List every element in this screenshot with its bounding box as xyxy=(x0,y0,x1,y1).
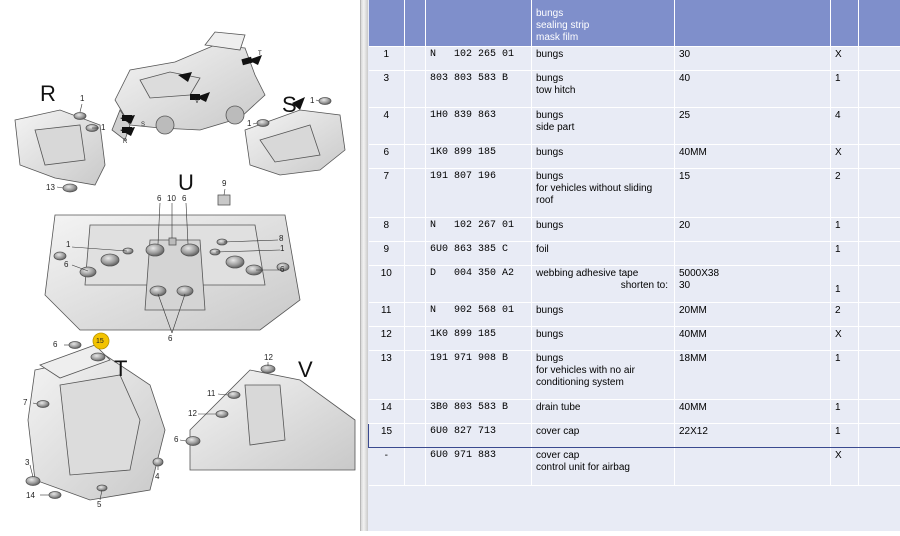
spec-line: 5000X38 xyxy=(679,268,826,280)
section-label-s: S xyxy=(282,92,297,117)
description-line: bungs xyxy=(536,305,670,317)
specification-cell xyxy=(675,218,831,242)
spacer-cell xyxy=(405,47,426,71)
position-cell: 8 xyxy=(369,218,405,242)
callout-11[interactable]: 11 xyxy=(207,389,216,398)
callout-4[interactable]: 4 xyxy=(155,472,160,481)
description-line: for vehicles without sliding xyxy=(536,183,670,195)
position-cell: 9 xyxy=(369,242,405,266)
header-desc-line: bungs xyxy=(536,8,670,20)
table-row[interactable] xyxy=(369,242,900,266)
part-number-cell: N 902 568 01 xyxy=(426,303,532,327)
description-cell xyxy=(532,327,675,351)
description-line: cover cap xyxy=(536,426,670,438)
quantity-cell: X xyxy=(831,47,859,71)
part-number-cell: 1K0 899 185 xyxy=(426,327,532,351)
description-cell xyxy=(532,108,675,145)
description-line: cover cap xyxy=(536,450,670,462)
description-line: bungs xyxy=(536,49,670,61)
spacer-cell xyxy=(405,169,426,218)
callout-15-highlighted[interactable]: 15 xyxy=(96,338,104,345)
callout-12[interactable]: 12 xyxy=(264,353,273,362)
description-line: bungs xyxy=(536,329,670,341)
arrow-letter-t: T xyxy=(258,51,262,57)
part-number-cell: 6U0 863 385 C xyxy=(426,242,532,266)
table-row[interactable] xyxy=(369,145,900,169)
table-row[interactable] xyxy=(369,424,900,448)
diagram-svg xyxy=(0,0,360,531)
spec-line: 25 xyxy=(679,110,826,122)
description-cell xyxy=(532,145,675,169)
callout-10[interactable]: 10 xyxy=(167,194,176,203)
specification-cell xyxy=(675,71,831,108)
position-cell: 7 xyxy=(369,169,405,218)
header-desc-line: sealing strip xyxy=(536,20,670,32)
section-u-illustration xyxy=(45,195,300,330)
part-number-cell: 1K0 899 185 xyxy=(426,145,532,169)
spec-line: 20 xyxy=(679,220,826,232)
table-row[interactable] xyxy=(369,327,900,351)
specification-cell xyxy=(675,327,831,351)
spec-line: 30 xyxy=(679,49,826,61)
spacer-cell xyxy=(405,327,426,351)
callout-5[interactable]: 5 xyxy=(97,500,102,509)
specification-cell xyxy=(675,351,831,400)
part-number-cell: 191 807 196 xyxy=(426,169,532,218)
description-line: bungs xyxy=(536,220,670,232)
callout-13[interactable]: 13 xyxy=(46,183,55,192)
specification-cell xyxy=(675,303,831,327)
quantity-cell: 1 xyxy=(831,400,859,424)
extra-cell xyxy=(859,71,900,108)
spec-line: 18MM xyxy=(679,353,826,365)
quantity-cell: 1 xyxy=(831,424,859,448)
quantity-cell: 2 xyxy=(831,169,859,218)
specification-cell xyxy=(675,169,831,218)
description-cell xyxy=(532,218,675,242)
spec-line: 30 xyxy=(679,280,826,292)
part-number-cell: 3B0 803 583 B xyxy=(426,400,532,424)
spec-line: 40 xyxy=(679,73,826,85)
specification-cell xyxy=(675,448,831,486)
spec-line: 15 xyxy=(679,171,826,183)
table-row[interactable] xyxy=(369,448,900,486)
description-line: side part xyxy=(536,122,670,134)
header-desc-line: mask film xyxy=(536,32,670,44)
spacer-cell xyxy=(405,351,426,400)
shorten-label: shorten to: xyxy=(536,280,670,292)
spec-line: 22X12 xyxy=(679,426,826,438)
description-cell xyxy=(532,242,675,266)
callout-12b[interactable]: 12 xyxy=(188,409,197,418)
description-line: bungs xyxy=(536,147,670,159)
description-cell xyxy=(532,424,675,448)
extra-cell xyxy=(859,108,900,145)
table-row[interactable] xyxy=(369,400,900,424)
quantity-cell: 4 xyxy=(831,108,859,145)
specification-cell xyxy=(675,108,831,145)
part-number-cell: N 102 265 01 xyxy=(426,47,532,71)
specification-cell xyxy=(675,242,831,266)
arrow-letter-s: S xyxy=(141,122,145,128)
callout-6e[interactable]: 6 xyxy=(168,334,173,343)
quantity-cell: X xyxy=(831,327,859,351)
callout-6f[interactable]: 6 xyxy=(53,340,58,349)
section-t-illustration xyxy=(26,333,165,500)
callout-6b[interactable]: 6 xyxy=(182,194,187,203)
description-line: bungs xyxy=(536,353,670,365)
description-line: bungs xyxy=(536,73,670,85)
extra-cell xyxy=(859,351,900,400)
section-label-u: U xyxy=(178,170,194,195)
part-number-cell: N 102 267 01 xyxy=(426,218,532,242)
position-cell: 13 xyxy=(369,351,405,400)
position-cell: 10 xyxy=(369,266,405,303)
table-row[interactable] xyxy=(369,303,900,327)
description-cell xyxy=(532,47,675,71)
callout-7[interactable]: 7 xyxy=(23,398,28,407)
table-row[interactable] xyxy=(369,218,900,242)
description-cell xyxy=(532,71,675,108)
parts-diagram[interactable] xyxy=(0,0,360,531)
extra-cell xyxy=(859,400,900,424)
part-number-cell: 6U0 971 883 xyxy=(426,448,532,486)
spacer-cell xyxy=(405,400,426,424)
spec-line: 40MM xyxy=(679,402,826,414)
extra-cell xyxy=(859,47,900,71)
callout-1[interactable]: 1 xyxy=(80,94,85,103)
extra-cell xyxy=(859,448,900,486)
spec-line: 40MM xyxy=(679,147,826,159)
callout-6[interactable]: 6 xyxy=(157,194,162,203)
description-cell xyxy=(532,303,675,327)
callout-1c[interactable]: 1 xyxy=(310,96,315,105)
position-cell: 4 xyxy=(369,108,405,145)
callout-1f[interactable]: 1 xyxy=(280,244,285,253)
description-line: bungs xyxy=(536,171,670,183)
callout-6d[interactable]: 6 xyxy=(280,265,285,274)
spec-line: 20MM xyxy=(679,305,826,317)
spacer-cell xyxy=(405,218,426,242)
callout-6c[interactable]: 6 xyxy=(64,260,69,269)
description-line: tow hitch xyxy=(536,85,670,97)
table-header-row xyxy=(369,0,900,47)
extra-cell xyxy=(859,169,900,218)
callout-6h[interactable]: 6 xyxy=(174,435,179,444)
table-row[interactable] xyxy=(369,47,900,71)
part-number-cell: D 004 350 A2 xyxy=(426,266,532,303)
table-row[interactable] xyxy=(369,71,900,108)
quantity-cell: 1 xyxy=(831,266,859,303)
spacer-cell xyxy=(405,145,426,169)
description-line: roof xyxy=(536,195,670,207)
spacer-cell xyxy=(405,448,426,486)
quantity-cell: 1 xyxy=(831,242,859,266)
position-cell: - xyxy=(369,448,405,486)
extra-cell xyxy=(859,218,900,242)
description-line: control unit for airbag xyxy=(536,462,670,474)
part-number-cell: 6U0 827 713 xyxy=(426,424,532,448)
section-r-illustration xyxy=(15,110,105,192)
table-row[interactable] xyxy=(369,169,900,218)
parts-table-panel xyxy=(368,0,900,531)
spacer-cell xyxy=(405,303,426,327)
extra-cell xyxy=(859,424,900,448)
spacer-cell xyxy=(405,266,426,303)
description-line: foil xyxy=(536,244,670,256)
description-line: for vehicles with no air xyxy=(536,365,670,377)
parts-table xyxy=(368,0,900,486)
specification-cell xyxy=(675,400,831,424)
callout-3[interactable]: 3 xyxy=(25,458,30,467)
spec-line: 40MM xyxy=(679,329,826,341)
extra-cell xyxy=(859,266,900,303)
description-line: drain tube xyxy=(536,402,670,414)
quantity-cell: 1 xyxy=(831,71,859,108)
pane-splitter[interactable] xyxy=(360,0,368,531)
spacer-cell xyxy=(405,71,426,108)
position-cell: 6 xyxy=(369,145,405,169)
extra-cell xyxy=(859,303,900,327)
description-cell xyxy=(532,400,675,424)
callout-1b[interactable]: 1 xyxy=(101,123,106,132)
part-number-cell: 803 803 583 B xyxy=(426,71,532,108)
table-row[interactable] xyxy=(369,108,900,145)
arrow-letter-v: V xyxy=(195,99,199,105)
section-label-t: T xyxy=(114,356,127,381)
quantity-cell: X xyxy=(831,145,859,169)
description-line: bungs xyxy=(536,110,670,122)
section-label-r: R xyxy=(40,81,56,106)
callout-8[interactable]: 8 xyxy=(279,234,284,243)
specification-cell xyxy=(675,47,831,71)
car-overview-illustration xyxy=(112,32,265,140)
description-cell xyxy=(532,266,675,303)
specification-cell xyxy=(675,145,831,169)
spacer-cell xyxy=(405,424,426,448)
position-cell: 12 xyxy=(369,327,405,351)
header-description xyxy=(532,0,675,47)
spacer-cell xyxy=(405,108,426,145)
arrow-letter-r: R xyxy=(123,139,128,145)
description-cell xyxy=(532,448,675,486)
section-v-illustration xyxy=(186,365,355,470)
position-cell: 15 xyxy=(369,424,405,448)
description-line: webbing adhesive tape xyxy=(536,268,670,280)
specification-cell xyxy=(675,266,831,303)
extra-cell xyxy=(859,327,900,351)
position-cell: 3 xyxy=(369,71,405,108)
callout-9[interactable]: 9 xyxy=(222,179,227,188)
callout-1e[interactable]: 1 xyxy=(66,240,71,249)
quantity-cell: 1 xyxy=(831,351,859,400)
description-line: conditioning system xyxy=(536,377,670,389)
callout-1d[interactable]: 1 xyxy=(247,119,252,128)
table-row[interactable] xyxy=(369,266,900,303)
specification-cell xyxy=(675,424,831,448)
table-row[interactable] xyxy=(369,351,900,400)
description-cell xyxy=(532,169,675,218)
extra-cell xyxy=(859,145,900,169)
position-cell: 1 xyxy=(369,47,405,71)
quantity-cell: 1 xyxy=(831,218,859,242)
position-cell: 11 xyxy=(369,303,405,327)
quantity-cell: 2 xyxy=(831,303,859,327)
description-cell xyxy=(532,351,675,400)
spacer-cell xyxy=(405,242,426,266)
part-number-cell: 1H0 839 863 xyxy=(426,108,532,145)
quantity-cell: X xyxy=(831,448,859,486)
callout-14[interactable]: 14 xyxy=(26,491,35,500)
position-cell: 14 xyxy=(369,400,405,424)
part-number-cell: 191 971 908 B xyxy=(426,351,532,400)
extra-cell xyxy=(859,242,900,266)
section-label-v: V xyxy=(298,357,313,382)
